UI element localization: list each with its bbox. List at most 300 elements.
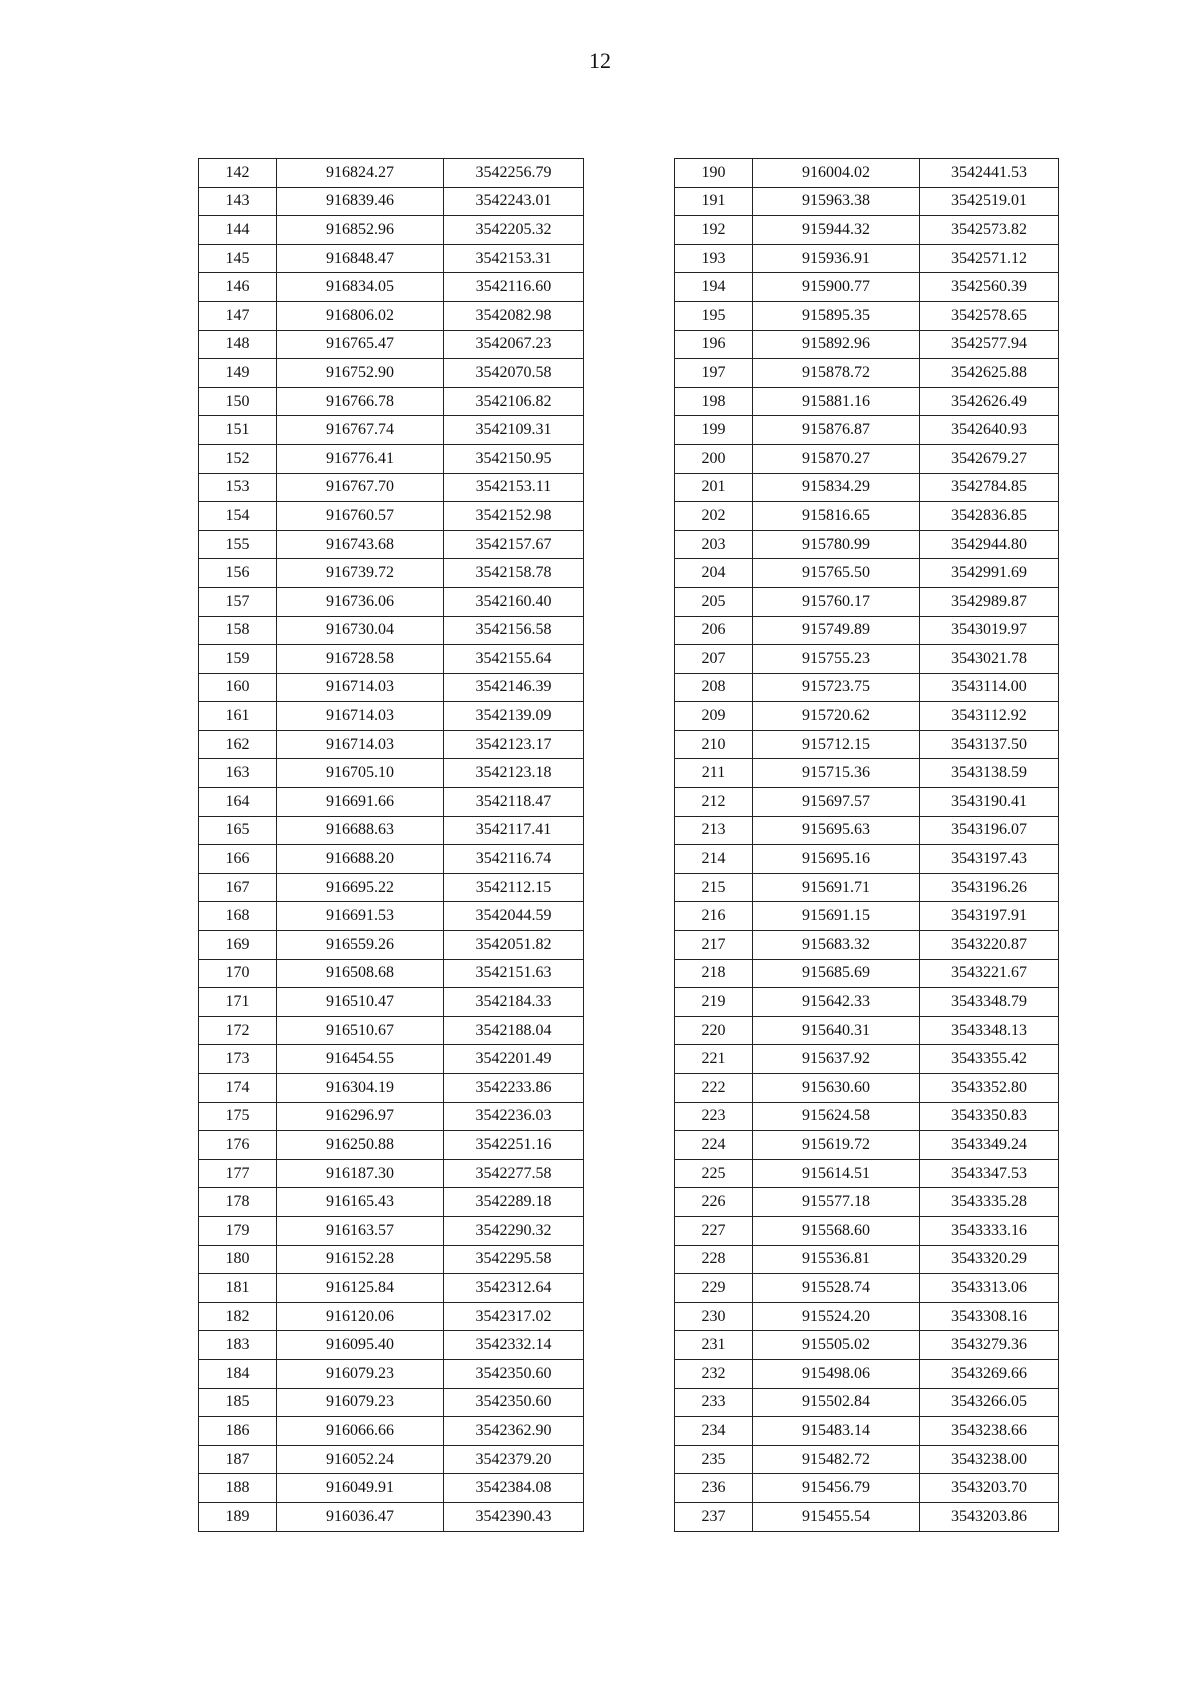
- coordinate-x-cell: 916454.55: [277, 1045, 444, 1074]
- coordinate-x-cell: 916834.05: [277, 273, 444, 302]
- table-row: [199, 959, 584, 988]
- coordinate-y-cell: 3543137.50: [920, 730, 1059, 759]
- point-number-cell: 220: [675, 1016, 753, 1045]
- point-number-cell: 236: [675, 1474, 753, 1503]
- coordinate-x-cell: 916304.19: [277, 1074, 444, 1103]
- point-number-cell: 192: [675, 216, 753, 245]
- point-number-cell: 172: [199, 1016, 277, 1045]
- coordinate-x-cell: 915568.60: [753, 1216, 920, 1245]
- table-row: [199, 816, 584, 845]
- coordinate-y-cell: 3542626.49: [920, 387, 1059, 416]
- table-row: [199, 730, 584, 759]
- coordinate-x-cell: 915892.96: [753, 330, 920, 359]
- table-row: [675, 1045, 1059, 1074]
- point-number-cell: 168: [199, 902, 277, 931]
- table-row: [199, 530, 584, 559]
- coordinate-y-cell: 3543190.41: [920, 788, 1059, 817]
- coordinate-x-cell: 916739.72: [277, 559, 444, 588]
- coordinate-x-cell: 916714.03: [277, 702, 444, 731]
- coordinate-y-cell: 3542044.59: [444, 902, 584, 931]
- coordinate-y-cell: 3542289.18: [444, 1188, 584, 1217]
- coordinate-x-cell: 916187.30: [277, 1159, 444, 1188]
- coordinate-x-cell: 915900.77: [753, 273, 920, 302]
- table-row: [675, 530, 1059, 559]
- coordinate-x-cell: 916824.27: [277, 159, 444, 188]
- point-number-cell: 206: [675, 616, 753, 645]
- coordinate-x-cell: 916760.57: [277, 502, 444, 531]
- coordinate-x-cell: 915483.14: [753, 1417, 920, 1446]
- coordinate-y-cell: 3542573.82: [920, 216, 1059, 245]
- coordinate-y-cell: 3542184.33: [444, 988, 584, 1017]
- coordinate-y-cell: 3542082.98: [444, 301, 584, 330]
- coordinate-y-cell: 3542155.64: [444, 645, 584, 674]
- table-row: [199, 988, 584, 1017]
- coordinate-x-cell: 915780.99: [753, 530, 920, 559]
- point-number-cell: 208: [675, 673, 753, 702]
- coordinate-x-cell: 915723.75: [753, 673, 920, 702]
- point-number-cell: 232: [675, 1359, 753, 1388]
- point-number-cell: 198: [675, 387, 753, 416]
- coordinate-y-cell: 3542070.58: [444, 359, 584, 388]
- coordinate-x-cell: 916705.10: [277, 759, 444, 788]
- table-row: [199, 502, 584, 531]
- coordinate-y-cell: 3542251.16: [444, 1131, 584, 1160]
- point-number-cell: 163: [199, 759, 277, 788]
- table-row: [199, 645, 584, 674]
- coordinates-table-left: [198, 158, 584, 1532]
- point-number-cell: 181: [199, 1274, 277, 1303]
- table-row: [199, 216, 584, 245]
- coordinate-y-cell: 3542243.01: [444, 187, 584, 216]
- point-number-cell: 195: [675, 301, 753, 330]
- point-number-cell: 229: [675, 1274, 753, 1303]
- table-row: [199, 1359, 584, 1388]
- coordinate-y-cell: 3543114.00: [920, 673, 1059, 702]
- table-row: [675, 159, 1059, 188]
- coordinate-y-cell: 3543138.59: [920, 759, 1059, 788]
- coordinate-x-cell: 915876.87: [753, 416, 920, 445]
- point-number-cell: 145: [199, 244, 277, 273]
- coordinate-y-cell: 3543019.97: [920, 616, 1059, 645]
- coordinate-y-cell: 3542117.41: [444, 816, 584, 845]
- point-number-cell: 169: [199, 931, 277, 960]
- coordinate-y-cell: 3542152.98: [444, 502, 584, 531]
- coordinate-y-cell: 3543352.80: [920, 1074, 1059, 1103]
- point-number-cell: 151: [199, 416, 277, 445]
- coordinate-x-cell: 916004.02: [753, 159, 920, 188]
- point-number-cell: 176: [199, 1131, 277, 1160]
- coordinate-x-cell: 915640.31: [753, 1016, 920, 1045]
- point-number-cell: 196: [675, 330, 753, 359]
- table-row: [199, 587, 584, 616]
- point-number-cell: 157: [199, 587, 277, 616]
- coordinate-x-cell: 916296.97: [277, 1102, 444, 1131]
- coordinate-x-cell: 915577.18: [753, 1188, 920, 1217]
- point-number-cell: 216: [675, 902, 753, 931]
- coordinate-x-cell: 915895.35: [753, 301, 920, 330]
- point-number-cell: 201: [675, 473, 753, 502]
- point-number-cell: 150: [199, 387, 277, 416]
- table-row: [675, 187, 1059, 216]
- point-number-cell: 187: [199, 1445, 277, 1474]
- coordinate-x-cell: 916049.91: [277, 1474, 444, 1503]
- table-row: [199, 159, 584, 188]
- point-number-cell: 164: [199, 788, 277, 817]
- coordinate-x-cell: 915637.92: [753, 1045, 920, 1074]
- coordinate-y-cell: 3543197.91: [920, 902, 1059, 931]
- point-number-cell: 221: [675, 1045, 753, 1074]
- table-row: [675, 473, 1059, 502]
- coordinate-x-cell: 915963.38: [753, 187, 920, 216]
- coordinate-y-cell: 3542571.12: [920, 244, 1059, 273]
- table-row: [675, 1074, 1059, 1103]
- coordinate-y-cell: 3543238.66: [920, 1417, 1059, 1446]
- table-row: [675, 788, 1059, 817]
- coordinate-y-cell: 3542989.87: [920, 587, 1059, 616]
- coordinate-x-cell: 916730.04: [277, 616, 444, 645]
- coordinate-y-cell: 3543197.43: [920, 845, 1059, 874]
- point-number-cell: 194: [675, 273, 753, 302]
- point-number-cell: 185: [199, 1388, 277, 1417]
- point-number-cell: 217: [675, 931, 753, 960]
- coordinate-y-cell: 3543348.13: [920, 1016, 1059, 1045]
- point-number-cell: 200: [675, 444, 753, 473]
- coordinate-x-cell: 915834.29: [753, 473, 920, 502]
- point-number-cell: 219: [675, 988, 753, 1017]
- coordinate-x-cell: 916079.23: [277, 1388, 444, 1417]
- point-number-cell: 222: [675, 1074, 753, 1103]
- table-row: [675, 1302, 1059, 1331]
- coordinate-x-cell: 915455.54: [753, 1502, 920, 1531]
- point-number-cell: 224: [675, 1131, 753, 1160]
- table-row: [199, 1388, 584, 1417]
- table-row: [199, 1474, 584, 1503]
- table-row: [675, 587, 1059, 616]
- point-number-cell: 190: [675, 159, 753, 188]
- point-number-cell: 178: [199, 1188, 277, 1217]
- coordinate-y-cell: 3543021.78: [920, 645, 1059, 674]
- coordinate-y-cell: 3542277.58: [444, 1159, 584, 1188]
- point-number-cell: 209: [675, 702, 753, 731]
- coordinate-x-cell: 916079.23: [277, 1359, 444, 1388]
- point-number-cell: 182: [199, 1302, 277, 1331]
- point-number-cell: 167: [199, 873, 277, 902]
- coordinate-y-cell: 3542625.88: [920, 359, 1059, 388]
- table-row: [675, 873, 1059, 902]
- coordinate-x-cell: 916839.46: [277, 187, 444, 216]
- coordinate-y-cell: 3543279.36: [920, 1331, 1059, 1360]
- point-number-cell: 153: [199, 473, 277, 502]
- table-row: [675, 273, 1059, 302]
- table-row: [199, 444, 584, 473]
- coordinate-y-cell: 3543320.29: [920, 1245, 1059, 1274]
- table-row: [675, 988, 1059, 1017]
- table-row: [199, 1102, 584, 1131]
- coordinate-x-cell: 916510.47: [277, 988, 444, 1017]
- coordinate-y-cell: 3542116.60: [444, 273, 584, 302]
- coordinate-x-cell: 916691.66: [277, 788, 444, 817]
- table-row: [675, 845, 1059, 874]
- coordinate-x-cell: 915624.58: [753, 1102, 920, 1131]
- coordinate-y-cell: 3542109.31: [444, 416, 584, 445]
- coordinate-x-cell: 916736.06: [277, 587, 444, 616]
- coordinate-y-cell: 3542188.04: [444, 1016, 584, 1045]
- table-row: [199, 845, 584, 874]
- table-row: [675, 359, 1059, 388]
- coordinate-y-cell: 3542784.85: [920, 473, 1059, 502]
- coordinate-x-cell: 915870.27: [753, 444, 920, 473]
- coordinate-x-cell: 915691.71: [753, 873, 920, 902]
- coordinate-y-cell: 3542051.82: [444, 931, 584, 960]
- coordinate-x-cell: 916695.22: [277, 873, 444, 902]
- coordinate-x-cell: 915881.16: [753, 387, 920, 416]
- coordinate-x-cell: 915697.57: [753, 788, 920, 817]
- coordinate-x-cell: 916767.74: [277, 416, 444, 445]
- table-row: [199, 702, 584, 731]
- coordinate-x-cell: 916559.26: [277, 931, 444, 960]
- coordinate-y-cell: 3542153.11: [444, 473, 584, 502]
- point-number-cell: 218: [675, 959, 753, 988]
- point-number-cell: 214: [675, 845, 753, 874]
- table-row: [675, 1331, 1059, 1360]
- point-number-cell: 165: [199, 816, 277, 845]
- coordinate-y-cell: 3542139.09: [444, 702, 584, 731]
- coordinate-y-cell: 3542332.14: [444, 1331, 584, 1360]
- coordinate-x-cell: 916714.03: [277, 730, 444, 759]
- table-row: [675, 1388, 1059, 1417]
- table-row: [675, 616, 1059, 645]
- table-row: [199, 1274, 584, 1303]
- point-number-cell: 166: [199, 845, 277, 874]
- coordinate-x-cell: 915760.17: [753, 587, 920, 616]
- coordinate-x-cell: 916714.03: [277, 673, 444, 702]
- table-row: [199, 1445, 584, 1474]
- table-row: [675, 816, 1059, 845]
- table-row: [675, 1417, 1059, 1446]
- coordinate-y-cell: 3542123.18: [444, 759, 584, 788]
- point-number-cell: 162: [199, 730, 277, 759]
- coordinate-y-cell: 3542151.63: [444, 959, 584, 988]
- point-number-cell: 154: [199, 502, 277, 531]
- table-row: [675, 559, 1059, 588]
- coordinate-y-cell: 3542233.86: [444, 1074, 584, 1103]
- coordinate-y-cell: 3542157.67: [444, 530, 584, 559]
- table-row: [199, 616, 584, 645]
- coordinate-y-cell: 3542317.02: [444, 1302, 584, 1331]
- coordinate-x-cell: 915765.50: [753, 559, 920, 588]
- table-row: [199, 416, 584, 445]
- coordinate-x-cell: 916036.47: [277, 1502, 444, 1531]
- point-number-cell: 186: [199, 1417, 277, 1446]
- table-row: [199, 187, 584, 216]
- point-number-cell: 215: [675, 873, 753, 902]
- coordinate-x-cell: 916776.41: [277, 444, 444, 473]
- coordinate-x-cell: 915695.63: [753, 816, 920, 845]
- coordinate-y-cell: 3543333.16: [920, 1216, 1059, 1245]
- table-row: [199, 1417, 584, 1446]
- table-row: [675, 216, 1059, 245]
- coordinate-x-cell: 915816.65: [753, 502, 920, 531]
- coordinate-x-cell: 915695.16: [753, 845, 920, 874]
- coordinate-x-cell: 915505.02: [753, 1331, 920, 1360]
- table-row: [675, 1188, 1059, 1217]
- point-number-cell: 148: [199, 330, 277, 359]
- table-row: [199, 873, 584, 902]
- coordinate-x-cell: 916165.43: [277, 1188, 444, 1217]
- point-number-cell: 227: [675, 1216, 753, 1245]
- point-number-cell: 193: [675, 244, 753, 273]
- coordinate-x-cell: 915720.62: [753, 702, 920, 731]
- coordinate-y-cell: 3543349.24: [920, 1131, 1059, 1160]
- coordinate-y-cell: 3543238.00: [920, 1445, 1059, 1474]
- point-number-cell: 191: [675, 187, 753, 216]
- table-row: [675, 1159, 1059, 1188]
- point-number-cell: 188: [199, 1474, 277, 1503]
- table-row: [199, 387, 584, 416]
- table-row: [199, 1331, 584, 1360]
- coordinate-x-cell: 916767.70: [277, 473, 444, 502]
- coordinate-x-cell: 916163.57: [277, 1216, 444, 1245]
- coordinate-y-cell: 3543112.92: [920, 702, 1059, 731]
- table-row: [199, 902, 584, 931]
- coordinate-x-cell: 915536.81: [753, 1245, 920, 1274]
- point-number-cell: 152: [199, 444, 277, 473]
- point-number-cell: 207: [675, 645, 753, 674]
- coordinate-x-cell: 915614.51: [753, 1159, 920, 1188]
- coordinate-y-cell: 3542390.43: [444, 1502, 584, 1531]
- point-number-cell: 159: [199, 645, 277, 674]
- coordinate-x-cell: 915944.32: [753, 216, 920, 245]
- coordinate-x-cell: 915498.06: [753, 1359, 920, 1388]
- coordinate-x-cell: 916152.28: [277, 1245, 444, 1274]
- coordinate-x-cell: 916066.66: [277, 1417, 444, 1446]
- table-row: [199, 273, 584, 302]
- coordinate-x-cell: 916728.58: [277, 645, 444, 674]
- point-number-cell: 155: [199, 530, 277, 559]
- coordinate-y-cell: 3542116.74: [444, 845, 584, 874]
- coordinate-x-cell: 916125.84: [277, 1274, 444, 1303]
- table-row: [675, 387, 1059, 416]
- coordinate-y-cell: 3542067.23: [444, 330, 584, 359]
- table-row: [199, 359, 584, 388]
- coordinate-y-cell: 3542312.64: [444, 1274, 584, 1303]
- point-number-cell: 204: [675, 559, 753, 588]
- point-number-cell: 210: [675, 730, 753, 759]
- coordinate-y-cell: 3542106.82: [444, 387, 584, 416]
- coordinate-x-cell: 916250.88: [277, 1131, 444, 1160]
- table-row: [199, 1045, 584, 1074]
- coordinate-y-cell: 3543196.07: [920, 816, 1059, 845]
- coordinate-x-cell: 915749.89: [753, 616, 920, 645]
- coordinate-y-cell: 3543308.16: [920, 1302, 1059, 1331]
- coordinate-y-cell: 3543221.67: [920, 959, 1059, 988]
- coordinate-y-cell: 3543347.53: [920, 1159, 1059, 1188]
- point-number-cell: 180: [199, 1245, 277, 1274]
- coordinate-y-cell: 3543313.06: [920, 1274, 1059, 1303]
- coordinate-y-cell: 3543335.28: [920, 1188, 1059, 1217]
- table-row: [675, 1216, 1059, 1245]
- table-row: [675, 1245, 1059, 1274]
- coordinate-y-cell: 3542679.27: [920, 444, 1059, 473]
- point-number-cell: 225: [675, 1159, 753, 1188]
- point-number-cell: 223: [675, 1102, 753, 1131]
- coordinate-x-cell: 915630.60: [753, 1074, 920, 1103]
- coordinate-y-cell: 3542158.78: [444, 559, 584, 588]
- table-row: [199, 1131, 584, 1160]
- coordinate-x-cell: 915755.23: [753, 645, 920, 674]
- table-row: [199, 244, 584, 273]
- coordinate-y-cell: 3542362.90: [444, 1417, 584, 1446]
- coordinate-x-cell: 916508.68: [277, 959, 444, 988]
- point-number-cell: 142: [199, 159, 277, 188]
- table-row: [675, 1102, 1059, 1131]
- point-number-cell: 230: [675, 1302, 753, 1331]
- coordinate-y-cell: 3543350.83: [920, 1102, 1059, 1131]
- coordinate-x-cell: 916766.78: [277, 387, 444, 416]
- table-row: [199, 1159, 584, 1188]
- table-row: [675, 902, 1059, 931]
- table-row: [675, 1016, 1059, 1045]
- table-row: [199, 473, 584, 502]
- point-number-cell: 202: [675, 502, 753, 531]
- coordinate-y-cell: 3542991.69: [920, 559, 1059, 588]
- point-number-cell: 149: [199, 359, 277, 388]
- table-row: [675, 1274, 1059, 1303]
- table-row: [199, 1188, 584, 1217]
- table-row: [675, 759, 1059, 788]
- table-row: [675, 444, 1059, 473]
- table-row: [675, 1445, 1059, 1474]
- point-number-cell: 226: [675, 1188, 753, 1217]
- coordinate-y-cell: 3542256.79: [444, 159, 584, 188]
- point-number-cell: 235: [675, 1445, 753, 1474]
- point-number-cell: 158: [199, 616, 277, 645]
- coordinate-y-cell: 3542205.32: [444, 216, 584, 245]
- coordinate-y-cell: 3542112.15: [444, 873, 584, 902]
- coordinate-x-cell: 915691.15: [753, 902, 920, 931]
- point-number-cell: 234: [675, 1417, 753, 1446]
- coordinate-y-cell: 3542123.17: [444, 730, 584, 759]
- coordinate-x-cell: 916052.24: [277, 1445, 444, 1474]
- point-number-cell: 170: [199, 959, 277, 988]
- table-row: [199, 330, 584, 359]
- table-row: [199, 559, 584, 588]
- table-row: [675, 416, 1059, 445]
- point-number-cell: 199: [675, 416, 753, 445]
- coordinate-x-cell: 916120.06: [277, 1302, 444, 1331]
- coordinate-y-cell: 3542560.39: [920, 273, 1059, 302]
- table-row: [199, 1302, 584, 1331]
- coordinate-x-cell: 916510.67: [277, 1016, 444, 1045]
- coordinate-y-cell: 3542577.94: [920, 330, 1059, 359]
- coordinate-x-cell: 916095.40: [277, 1331, 444, 1360]
- table-row: [675, 1474, 1059, 1503]
- table-row: [675, 931, 1059, 960]
- coordinate-x-cell: 915642.33: [753, 988, 920, 1017]
- point-number-cell: 183: [199, 1331, 277, 1360]
- coordinate-y-cell: 3542519.01: [920, 187, 1059, 216]
- point-number-cell: 184: [199, 1359, 277, 1388]
- table-row: [675, 730, 1059, 759]
- coordinate-y-cell: 3542201.49: [444, 1045, 584, 1074]
- coordinate-x-cell: 916765.47: [277, 330, 444, 359]
- point-number-cell: 156: [199, 559, 277, 588]
- point-number-cell: 213: [675, 816, 753, 845]
- table-row: [199, 1502, 584, 1531]
- point-number-cell: 146: [199, 273, 277, 302]
- coordinate-y-cell: 3542578.65: [920, 301, 1059, 330]
- coordinate-y-cell: 3542350.60: [444, 1359, 584, 1388]
